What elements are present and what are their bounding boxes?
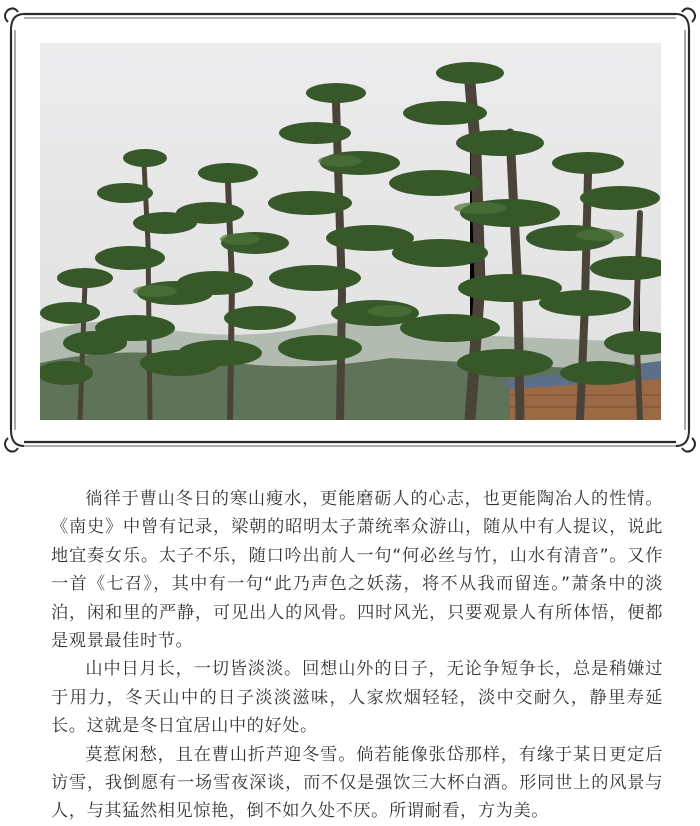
pine-trees-photo [40,43,661,420]
article-paragraph: 徜徉于曹山冬日的寒山瘦水，更能磨砺人的心志，也更能陶冶人的性情。《南史》中曾有记录，梁朝的昭明太子萧统率众游山，随从中有人提议，说此地宜奏女乐。太子不乐，随口吟出前人一句“何必丝与竹，山水有清音”。又作一首《七召》，其中有一句“此乃声色之妖荡，将不从我而留连。”萧条中的淡泊，闲和里的严静，可见出人的风骨。四时风光，只要观景人有所体悟，便都是观景最佳时节。 [51,489,663,652]
article-body [51,485,663,826]
article-paragraph: 莫惹闲愁，且在曹山折芦迎冬雪。倘若能像张岱那样，有缘于某日更定后访雪，我倒愿有一场雪夜深谈，而不仅是强饮三大杯白酒。形同世上的风景与人，与其猛然相见惊艳，倒不如久处不厌。所谓耐看，方为美。 [51,744,663,822]
article-paragraph: 山中日月长，一切皆淡淡。回想山外的日子，无论争短争长，总是稍嫌过于用力，冬天山中的日子淡淡滋味，人家炊烟轻轻，淡中交耐久，静里寿延长。这就是冬日宜居山中的好处。 [51,659,663,737]
